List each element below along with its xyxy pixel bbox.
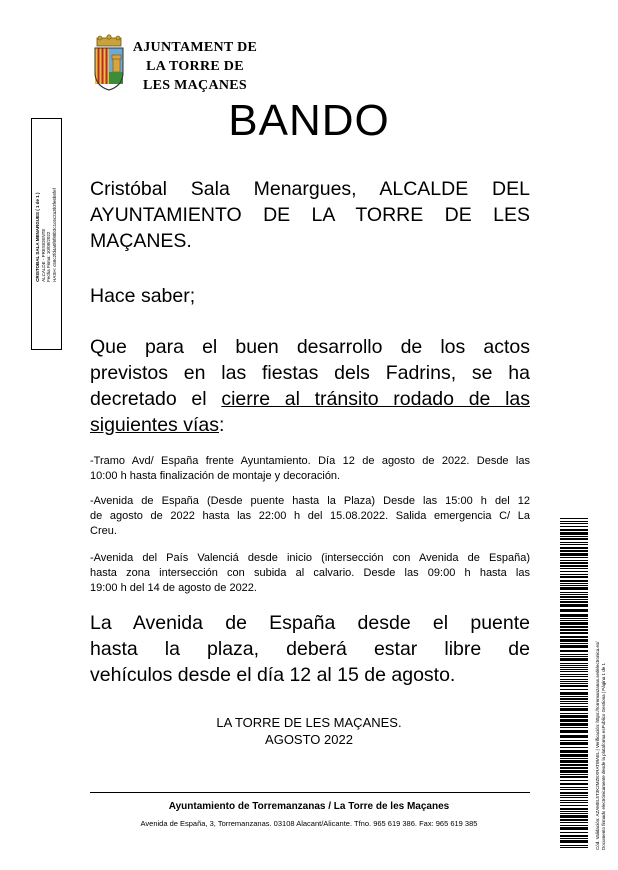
barcode-bar [560, 592, 588, 593]
road-closure-item-3 [90, 551, 530, 596]
barcode-bar [560, 632, 588, 634]
barcode-bar [560, 811, 588, 812]
signature-box [31, 118, 62, 350]
item-3-line-3: 19:00 h del 14 de agosto de 2022. [90, 582, 257, 594]
barcode-bar [560, 787, 588, 788]
barcode-bar [560, 568, 588, 569]
signature-name: CRISTOBAL SALA MENARGUES ( 1 de 1 ) [35, 192, 40, 282]
barcode-bar [560, 574, 588, 575]
barcode-bar [560, 747, 588, 748]
barcode-bar [560, 735, 588, 738]
intro-line-2: AYUNTAMIENTO DE LA TORRE DE LES [90, 204, 530, 226]
barcode-bar [560, 776, 588, 778]
barcode-bar [560, 676, 588, 677]
barcode-bar [560, 797, 588, 798]
decree-paragraph [90, 334, 530, 438]
notice-line-1: La Avenida de España desde el puente [90, 612, 530, 634]
footer-title: Ayuntamiento de Torremanzanas / La Torre de les Maçanes [168, 801, 450, 812]
barcode-bar [560, 536, 588, 537]
barcode-bar [560, 723, 588, 726]
barcode-bar [560, 565, 588, 567]
barcode-bar [560, 580, 588, 582]
item-1-line-2: 10:00 h hasta finalización de montaje y decoración. [90, 470, 341, 482]
barcode-bar [560, 557, 588, 558]
barcode-bar [560, 847, 588, 848]
barcode-bar [560, 715, 588, 718]
barcode-bar [560, 805, 588, 806]
decree-line-4 [90, 412, 530, 438]
barcode-bar [560, 596, 588, 598]
barcode-bar [560, 542, 588, 543]
barcode-bar [560, 792, 588, 794]
barcode-bar [560, 832, 588, 833]
barcode-bar [560, 521, 588, 522]
municipality-name [128, 38, 262, 95]
barcode-bar [560, 529, 588, 531]
signature-hash: HASH: c56c2fd4a0f6f88b3c1c6c2a3b3fe6b6fef [51, 188, 57, 282]
barcode-bar [560, 760, 588, 763]
document-title: BANDO [228, 96, 390, 145]
barcode-bar [560, 604, 588, 607]
municipal-shield-logo [92, 34, 126, 92]
signature-role: ALCALDE - PRESIDENTE [40, 228, 46, 282]
barcode-bar [560, 840, 588, 843]
notice-paragraph [90, 610, 530, 688]
signature-date: Fecha Firma: 10/08/2022 [46, 231, 51, 282]
barcode-bar [560, 620, 588, 621]
barcode-bar [560, 583, 588, 584]
barcode-bar [560, 671, 588, 672]
barcode-bar [560, 681, 588, 682]
barcode-bar [560, 618, 588, 619]
barcode-bar [560, 750, 588, 753]
validation-barcode [560, 518, 588, 848]
barcode-bar [560, 696, 588, 697]
barcode-bar [560, 719, 588, 722]
barcode-bar [560, 594, 588, 595]
footer-address: Avenida de España, 3, Torremanzanas. 03108 Alacant/Alicante. Tfno. 965 619 386. Fax: 965 619 385 [140, 819, 478, 828]
intro-line-1: Cristóbal Sala Menargues, ALCALDE DEL [90, 178, 530, 200]
barcode-bar [560, 692, 588, 695]
barcode-bar [560, 654, 588, 655]
barcode-bar [560, 706, 588, 707]
barcode-bar [560, 795, 588, 796]
decree-line-3-start: decretado el [90, 388, 222, 410]
barcode-bar [560, 643, 588, 644]
barcode-bar [560, 808, 588, 810]
barcode-bar [560, 538, 588, 540]
validation-line-1: Cód. Validación: AZAMEL5T3K2MZEXRATWAEL | Verificación: https://torremanzanas.sedelectronica.es/ [595, 641, 600, 850]
barcode-bar [560, 622, 588, 625]
barcode-bar [560, 585, 588, 586]
barcode-bar [560, 827, 588, 830]
hace-saber: Hace saber; [90, 285, 196, 307]
footer-divider [90, 792, 530, 793]
decree-line-4-end: : [219, 414, 225, 436]
barcode-bar [560, 754, 588, 757]
barcode-bar [560, 518, 588, 519]
barcode-bar [560, 708, 588, 711]
barcode-bar [560, 639, 588, 642]
item-3-line-1: -Avenida del País Valenciá desde inicio (intersección con Avenida de España) [90, 552, 530, 564]
municipality-name-line-1: AJUNTAMENT DE [132, 40, 258, 55]
barcode-bar [560, 650, 588, 652]
barcode-bar [560, 802, 588, 803]
barcode-bar [560, 703, 588, 704]
barcode-bar [560, 544, 588, 545]
signature-text [35, 188, 57, 282]
barcode-bar [560, 685, 588, 687]
barcode-bar [560, 740, 588, 741]
closing-place: LA TORRE DE LES MAÇANES. [216, 715, 402, 730]
decree-line-4-underlined: siguientes vías [90, 414, 219, 436]
barcode-bar [560, 614, 588, 617]
barcode-bar [560, 825, 588, 826]
closing [0, 714, 618, 748]
barcode-bar [560, 780, 588, 781]
decree-line-3-underlined: cierre al tránsito rodado de las [221, 388, 531, 410]
barcode-bar [560, 742, 588, 745]
barcode-bar [560, 689, 588, 690]
barcode-bar [560, 789, 588, 790]
barcode-bar [560, 636, 588, 638]
barcode-bar [560, 562, 588, 564]
barcode-bar [560, 730, 588, 733]
decree-line-1: Que para el buen desarrollo de los actos [90, 336, 530, 358]
barcode-bar [560, 800, 588, 801]
validation-text [595, 641, 607, 850]
decree-line-2: previstos en las fiestas dels Fadrins, se ha [90, 362, 530, 384]
barcode-bar [560, 587, 588, 590]
item-3-line-2: hasta zona intersección con subida al calvario. Desde las 09:00 h hasta las [90, 567, 530, 579]
barcode-bar [560, 571, 588, 572]
municipality-name-line-3: LES MAÇANES [142, 78, 248, 93]
item-2-line-3: Creu. [90, 525, 117, 537]
barcode-bar [560, 523, 588, 524]
intro-paragraph [90, 176, 530, 254]
barcode-bar [560, 645, 588, 648]
road-closure-item-1 [90, 454, 530, 484]
item-1-line-1: -Tramo Avd/ España frente Ayuntamiento. Día 12 de agosto de 2022. Desde las [90, 455, 530, 467]
barcode-bar [560, 667, 588, 668]
barcode-bar [560, 679, 588, 680]
barcode-bar [560, 550, 588, 552]
barcode-bar [560, 770, 588, 773]
barcode-bar [560, 674, 588, 675]
barcode-bar [560, 629, 588, 631]
barcode-bar [560, 815, 588, 818]
road-closure-item-2 [90, 494, 530, 539]
barcode-bar [560, 701, 588, 702]
barcode-bar [560, 553, 588, 556]
barcode-bar [560, 532, 588, 535]
barcode-bar [560, 835, 588, 837]
barcode-bar [560, 626, 588, 628]
decree-line-3 [90, 386, 530, 412]
barcode-bar [560, 547, 588, 549]
barcode-bar [560, 665, 588, 666]
barcode-bar [560, 683, 588, 684]
barcode-bar [560, 727, 588, 728]
closing-date: AGOSTO 2022 [265, 732, 353, 747]
barcode-bar [560, 713, 588, 714]
barcode-bar [560, 764, 588, 766]
barcode-bar [560, 560, 588, 561]
barcode-bar [560, 658, 588, 661]
barcode-bar [560, 819, 588, 821]
barcode-bar [560, 526, 588, 527]
barcode-bar [560, 669, 588, 670]
item-2-line-2: de agosto de 2022 hasta las 22:00 h del 15.08.2022. Salida emergencia C/ La [90, 510, 530, 522]
barcode-bar [560, 845, 588, 846]
barcode-bar [560, 576, 588, 578]
barcode-bar [560, 758, 588, 759]
intro-line-3: MAÇANES. [90, 230, 192, 252]
barcode-bar [560, 813, 588, 814]
barcode-bar [560, 838, 588, 839]
validation-line-2: Documento firmado electrónicamente desde la plataforma esPublico Gestiona | Página 1 de 1 [601, 662, 606, 850]
barcode-bar [560, 656, 588, 657]
barcode-bar [560, 663, 588, 664]
barcode-bar [560, 698, 588, 700]
barcode-bar [560, 783, 588, 785]
barcode-bar [560, 599, 588, 600]
item-2-line-1: -Avenida de España (Desde puente hasta la Plaza) Desde las 15:00 h del 12 [90, 495, 530, 507]
notice-line-2: hasta la plaza, deberá estar libre de [90, 638, 530, 660]
barcode-bar [560, 609, 588, 612]
barcode-bar [560, 601, 588, 603]
municipality-name-line-2: LA TORRE DE [146, 59, 244, 74]
barcode-bar [560, 774, 588, 775]
barcode-bar [560, 767, 588, 769]
notice-line-3: vehículos desde el día 12 al 15 de agosto. [90, 664, 456, 686]
barcode-bar [560, 822, 588, 823]
